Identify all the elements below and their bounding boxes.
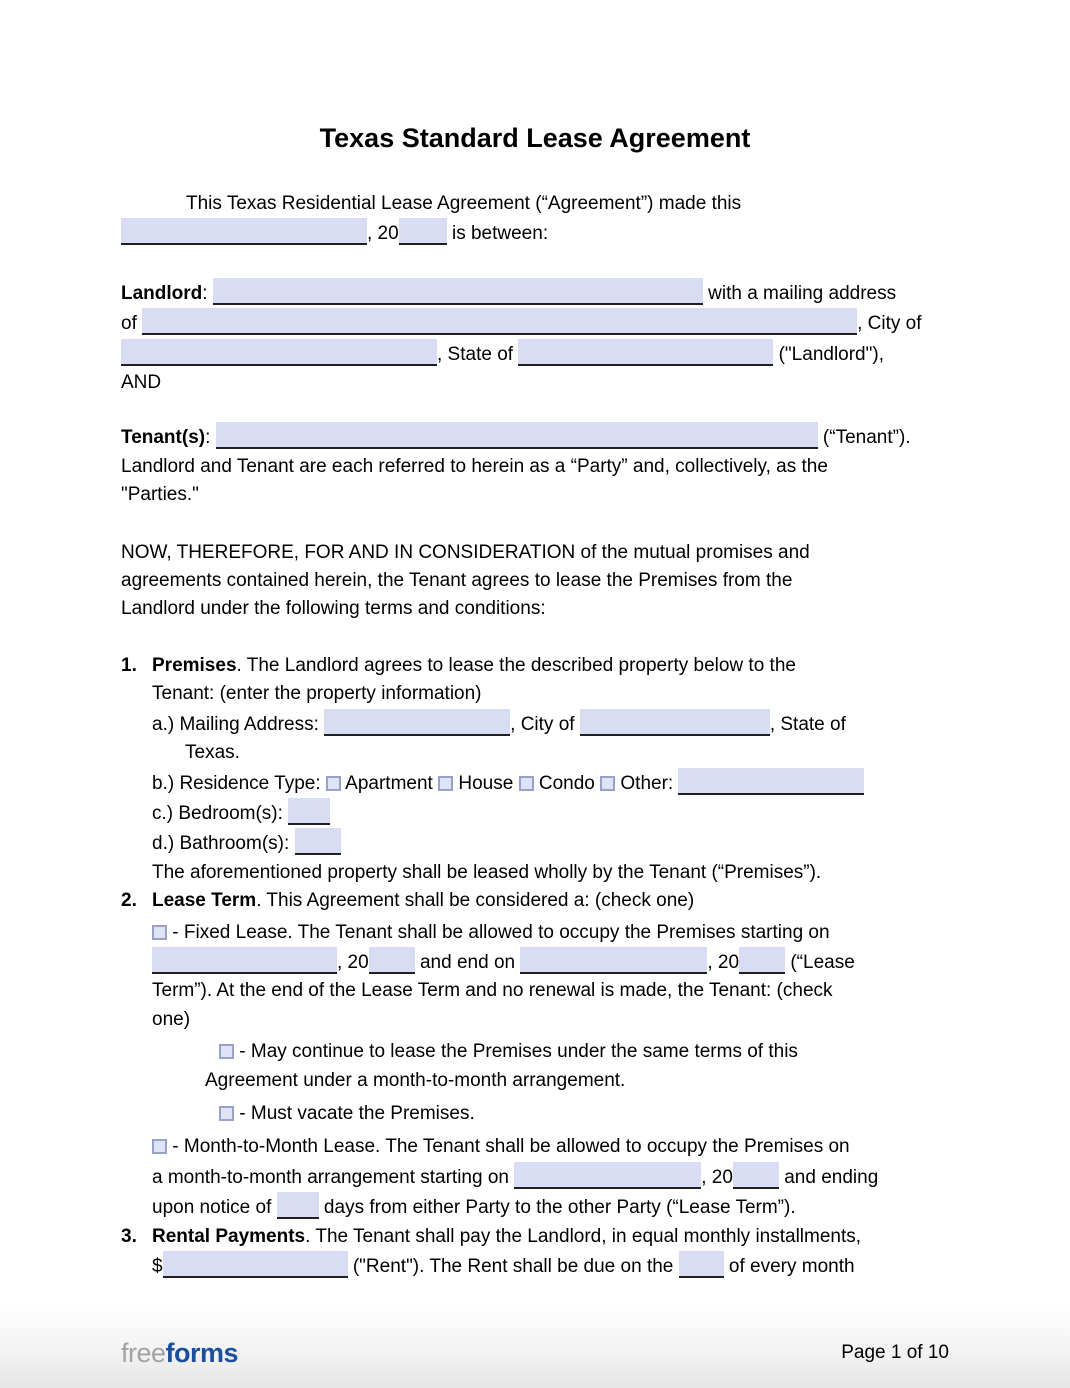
text-run: ("Rent"). The Rent shall be due on the [347,1256,679,1277]
rent-amount-field[interactable] [163,1251,348,1278]
bathrooms-field[interactable] [295,828,341,855]
paragraph-intro [121,190,949,249]
text-run: upon notice of [152,1197,277,1219]
page-footer [0,1304,1070,1388]
bedrooms-field[interactable] [288,798,330,825]
paragraph-and [121,369,949,397]
text-run: a.) Mailing Address: [152,713,325,735]
fixed-end-date-field[interactable] [520,947,707,974]
text-run: . The Tenant shall pay the Landlord, in equal monthly installments, [305,1225,862,1247]
m2m-start-year-field[interactable] [733,1162,779,1189]
text-run: one) [152,1008,191,1030]
text-run: : [202,282,213,304]
checkbox-condo[interactable] [519,776,534,791]
text-run: - Must vacate the Premises. [234,1102,475,1124]
text-run: Tenant(s) [121,427,206,449]
text-run: This Texas Residential Lease Agreement (“Agreement”) made this [186,193,742,214]
text-run: Premises [152,654,237,676]
text-run: $ [152,1256,163,1277]
text-run: of every month [723,1256,855,1277]
text-run: Landlord [121,282,203,304]
paragraph-premises-b [152,768,949,798]
page-title: Texas Standard Lease Agreement [319,123,751,153]
text-run: with a mailing address [702,282,897,304]
text-run: , 20 [367,223,399,245]
text-run: , City of [510,713,580,735]
fixed-start-year-field[interactable] [369,947,415,974]
property-address-field[interactable] [324,709,510,736]
text-run: - May continue to lease the Premises under the same terms of this [234,1041,798,1063]
text-run: AND [121,372,162,394]
paragraph-option-continue [205,1038,949,1095]
text-run: Apartment [340,772,439,794]
m2m-start-date-field[interactable] [514,1162,701,1189]
paragraph-tenant [121,422,949,509]
landlord-name-field[interactable] [213,278,703,305]
paragraph-lease-term [121,887,949,1222]
text-run: House [453,772,519,794]
checkbox-month-to-month[interactable] [152,1139,167,1154]
agreement-day-field[interactable] [121,218,367,245]
text-run: Other: [615,772,679,794]
paragraph-consideration [121,539,949,624]
landlord-street-address-field[interactable] [142,308,857,335]
text-run: and end on [414,951,521,973]
checkbox-apartment[interactable] [326,776,341,791]
checkbox-must-vacate[interactable] [219,1106,234,1121]
text-run: a month-to-month arrangement starting on [152,1166,515,1188]
text-run: Term”). At the end of the Lease Term and no renewal is made, the Tenant: (check [152,980,833,1002]
checkbox-other[interactable] [600,776,615,791]
freeforms-logo[interactable] [121,1338,238,1369]
list-number: 2. [121,890,137,912]
checkbox-fixed-lease[interactable] [152,925,167,940]
landlord-city-field[interactable] [121,339,437,366]
landlord-state-field[interactable] [518,339,773,366]
residence-other-field[interactable] [678,768,864,795]
text-run: - Month-to-Month Lease. The Tenant shall be allowed to occupy the Premises on [167,1136,850,1158]
brand-free-text: free [121,1337,166,1368]
text-run: , State of [769,713,846,735]
text-run: NOW, THEREFORE, FOR AND IN CONSIDERATION of the mutual promises and [121,541,810,563]
tenant-names-field[interactable] [216,422,818,449]
text-run: (“Tenant”). [817,427,911,449]
text-run: ("Landlord"), [773,343,884,365]
text-run: (“Lease [785,951,855,973]
text-run: , 20 [701,1166,733,1188]
text-run: , State of [437,343,519,365]
text-run: "Parties." [121,484,199,506]
text-run: Landlord and Tenant are each referred to herein as a “Party” and, collectively, as the [121,455,828,477]
fixed-start-date-field[interactable] [152,947,337,974]
text-run: Agreement under a month-to-month arrangement. [205,1069,626,1091]
text-run: d.) Bathroom(s): [152,833,295,855]
list-number: 3. [121,1225,137,1247]
text-run: - Fixed Lease. The Tenant shall be allowed to occupy the Premises starting on [167,921,830,943]
text-run: Tenant: (enter the property information) [152,683,482,705]
notice-days-field[interactable] [277,1192,319,1219]
checkbox-house[interactable] [438,776,453,791]
agreement-year-field[interactable] [399,218,447,245]
paragraph-premises-note [152,859,949,887]
text-run: days from either Party to the other Party (“Lease Term”). [318,1197,796,1219]
paragraph-option-vacate [205,1100,949,1128]
text-run: agreements contained herein, the Tenant agrees to lease the Premises from the [121,570,793,592]
paragraph-month-to-month [152,1133,949,1222]
text-run: c.) Bedroom(s): [152,802,289,824]
text-run: , 20 [707,951,740,973]
text-run: : [205,427,216,449]
page-number-label: Page 1 of 10 [841,1342,949,1363]
paragraph-landlord [121,278,949,369]
text-run: Condo [533,772,601,794]
brand-forms-text: forms [165,1337,239,1368]
paragraph-fixed-lease [152,919,949,1035]
checkbox-may-continue[interactable] [219,1044,234,1059]
paragraph-premises-d [152,828,949,858]
text-run: The aforementioned property shall be leased wholly by the Tenant (“Premises”). [152,861,822,883]
fixed-end-year-field[interactable] [739,947,785,974]
text-run: . The Landlord agrees to lease the described property below to the [236,654,796,676]
text-run: Lease Term [152,890,257,912]
list-number: 1. [121,654,137,676]
text-run: is between: [446,223,549,245]
rent-due-day-field[interactable] [679,1251,724,1278]
paragraph-premises-a [152,709,949,768]
text-run: Landlord under the following terms and conditions: [121,598,546,620]
document-body [121,190,949,1281]
text-run: , City of [857,313,922,335]
text-run: Rental Payments [152,1225,306,1247]
paragraph-premises-c [152,798,949,828]
text-run: , 20 [337,951,369,973]
paragraph-premises [121,652,949,887]
property-city-field[interactable] [580,709,770,736]
text-run: and ending [778,1166,879,1188]
text-run: . This Agreement shall be considered a: (check one) [256,890,695,912]
text-run: of [121,313,143,335]
text-run: Texas. [185,742,240,764]
text-run: b.) Residence Type: [152,772,326,794]
paragraph-rental-payments [121,1223,949,1282]
